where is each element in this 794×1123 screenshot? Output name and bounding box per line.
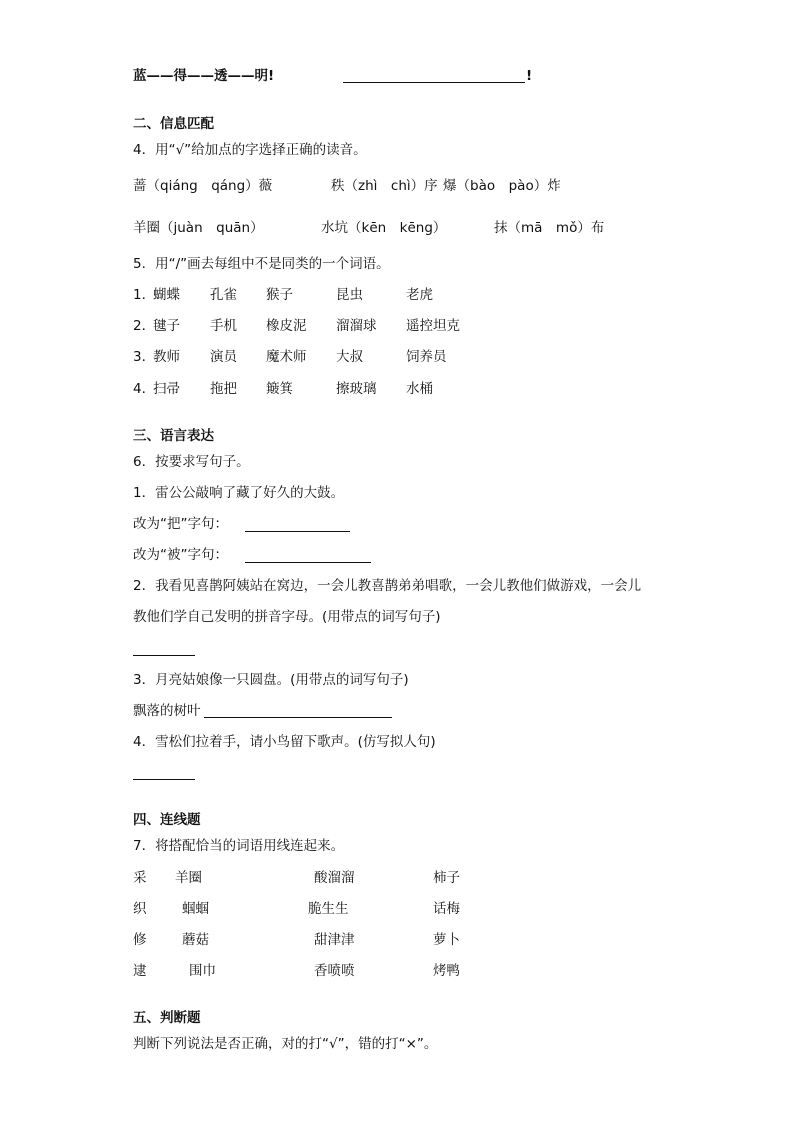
bei-sentence-answer-line[interactable] [245, 562, 371, 563]
sentence-2-answer-line[interactable] [133, 655, 195, 656]
word-option[interactable]: 手机 [210, 318, 237, 334]
sentence-3-fill-prefix: 飘落的树叶 [133, 703, 201, 719]
row-number: 4． [133, 381, 156, 397]
word-option[interactable]: 教师 [153, 349, 180, 365]
match-adjective[interactable]: 香喷喷 [314, 963, 355, 979]
word-option[interactable]: 老虎 [406, 287, 433, 303]
word-option[interactable]: 昆虫 [336, 287, 363, 303]
match-verb[interactable]: 修 [133, 932, 147, 948]
match-adjective[interactable]: 酸溜溜 [314, 870, 355, 886]
top-line-text: 蓝——得——透——明! [133, 68, 275, 84]
row-number: 1． [133, 287, 156, 303]
q7-prompt: 7．将搭配恰当的词语用线连起来。 [133, 838, 345, 854]
word-option[interactable]: 遥控坦克 [406, 318, 460, 334]
sentence-2-line-2: 教他们学自己发明的拼音字母。(用带点的词写句子) [133, 609, 441, 625]
q4-prompt: 4．用“√”给加点的字选择正确的读音。 [133, 142, 367, 158]
sentence-4-answer-line[interactable] [133, 779, 195, 780]
q5-prompt: 5．用“/”画去每组中不是同类的一个词语。 [133, 256, 390, 272]
pinyin-item[interactable]: 抹（mā mǒ）布 [494, 220, 605, 236]
sentence-4: 4．雪松们拉着手，请小鸟留下歌声。(仿写拟人句) [133, 734, 436, 750]
row-number: 3． [133, 349, 156, 365]
match-food[interactable]: 萝卜 [433, 932, 460, 948]
pinyin-item[interactable]: 水坑（kēn kēng） [321, 220, 447, 236]
section4-title: 四、连线题 [133, 812, 201, 828]
row-number: 2． [133, 318, 156, 334]
section5-prompt: 判断下列说法是否正确，对的打“√”，错的打“×”。 [133, 1036, 438, 1052]
word-option[interactable]: 孔雀 [210, 287, 237, 303]
pinyin-item[interactable]: 蔷（qiáng qáng）薇 [133, 178, 273, 194]
match-food[interactable]: 话梅 [433, 901, 460, 917]
pinyin-item[interactable]: 爆（bào pào）炸 [443, 178, 561, 194]
word-option[interactable]: 毽子 [153, 318, 180, 334]
section2-title: 二、信息匹配 [133, 116, 214, 132]
ba-sentence-answer-line[interactable] [245, 531, 350, 532]
section3-title: 三、语言表达 [133, 428, 214, 444]
match-food[interactable]: 柿子 [433, 870, 460, 886]
q6-prompt: 6．按要求写句子。 [133, 454, 250, 470]
match-verb[interactable]: 采 [133, 870, 147, 886]
pinyin-item[interactable]: 羊圈（juàn quān） [133, 220, 264, 236]
match-noun[interactable]: 蘑菇 [182, 932, 209, 948]
word-option[interactable]: 擦玻璃 [336, 381, 377, 397]
word-option[interactable]: 簸箕 [266, 381, 293, 397]
word-option[interactable]: 溜溜球 [336, 318, 377, 334]
match-noun[interactable]: 羊圈 [175, 870, 202, 886]
sentence-3: 3．月亮姑娘像一只圆盘。(用带点的词写句子) [133, 672, 409, 688]
word-option[interactable]: 猴子 [266, 287, 293, 303]
sentence-2-line-1: 2．我看见喜鹊阿姨站在窝边，一会儿教喜鹊弟弟唱歌，一会儿教他们做游戏，一会儿 [133, 578, 642, 594]
word-option[interactable]: 橡皮泥 [266, 318, 307, 334]
match-verb[interactable]: 织 [133, 901, 147, 917]
word-option[interactable]: 演员 [210, 349, 237, 365]
top-end-mark: ! [526, 68, 533, 84]
ba-sentence-label: 改为“把”字句： [133, 516, 228, 532]
bei-sentence-label: 改为“被”字句： [133, 547, 228, 563]
word-option[interactable]: 大叔 [336, 349, 363, 365]
section5-title: 五、判断题 [133, 1010, 201, 1026]
word-option[interactable]: 水桶 [406, 381, 433, 397]
top-answer-line[interactable] [343, 82, 525, 83]
match-verb[interactable]: 逮 [133, 963, 147, 979]
sentence-3-answer-line[interactable] [204, 717, 392, 718]
match-noun[interactable]: 蝈蝈 [182, 901, 209, 917]
match-noun[interactable]: 围巾 [189, 963, 216, 979]
match-adjective[interactable]: 脆生生 [308, 901, 349, 917]
word-option[interactable]: 扫帚 [153, 381, 180, 397]
match-food[interactable]: 烤鸭 [433, 963, 460, 979]
match-adjective[interactable]: 甜津津 [314, 932, 355, 948]
word-option[interactable]: 拖把 [210, 381, 237, 397]
word-option[interactable]: 魔术师 [266, 349, 307, 365]
pinyin-item[interactable]: 秩（zhì chì）序 [331, 178, 438, 194]
sentence-1: 1．雷公公敲响了藏了好久的大鼓。 [133, 485, 345, 501]
word-option[interactable]: 饲养员 [406, 349, 447, 365]
word-option[interactable]: 蝴蝶 [153, 287, 180, 303]
